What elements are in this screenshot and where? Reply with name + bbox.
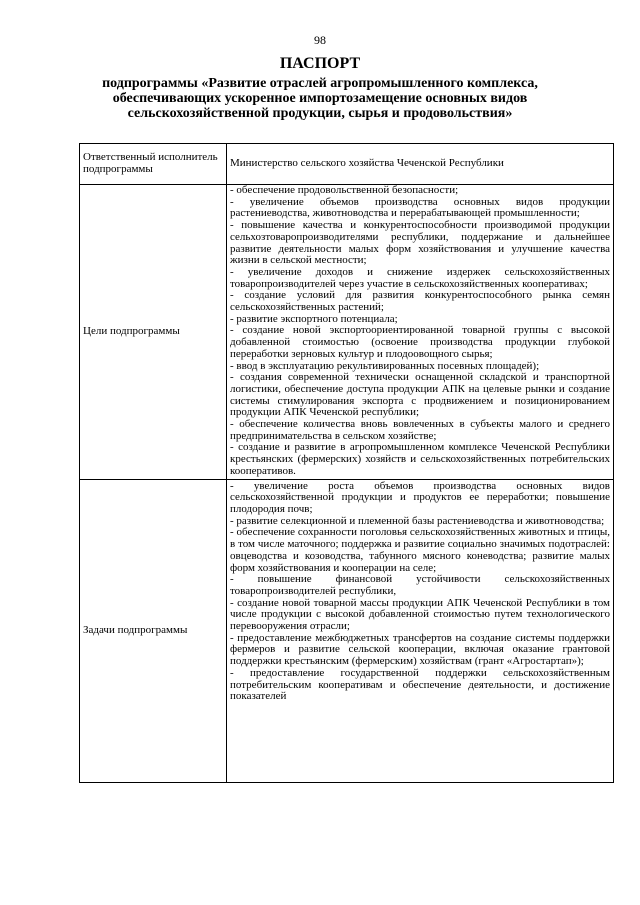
task-item: - обеспечение сохранности поголовья сельскохозяйственных животных и птицы, в том числе маточного; поддержка и развитие социально значимых подотраслей: овцеводства и козоводства, табунного мясного коневодства; развитие малых форм хозяйствования и кооперации на селе; <box>230 526 610 574</box>
document-title: ПАСПОРТ <box>279 55 361 72</box>
tasks-label: Задачи подпрограммы <box>80 479 227 782</box>
goals-label: Цели подпрограммы <box>80 185 227 480</box>
goal-item: - ввод в эксплуатацию рекультивированных посевных площадей); <box>230 359 540 372</box>
task-item: - создание новой товарной массы продукции АПК Чеченской Республики в том числе продукции с высокой добавленной стоимостью путем технологического перевооружения отрасли; <box>230 596 610 633</box>
document-subtitle: подпрограммы «Развитие отраслей агропромышленного комплекса, обеспечивающих ускоренное импортозамещение основных видов сельскохозяйственной продукции, сырья и продовольствия» <box>102 76 538 121</box>
goal-item: - обеспечение количества вновь вовлеченных в субъекты малого и среднего предпринимательства в сельском хозяйстве; <box>230 418 610 442</box>
page-number: 98 <box>314 33 326 47</box>
task-item: - предоставление межбюджетных трансфертов на создание системы поддержки фермеров и развитие сельской кооперации, включая оказание грантовой поддержки крестьянским (фермерским) хозяйствам (грант «Агростартап»); <box>230 631 610 668</box>
table-row-executor <box>80 144 614 185</box>
goals-list <box>227 185 614 480</box>
task-item: - повышение финансовой устойчивости сельскохозяйственных товаропроизводителей республики, <box>230 573 610 597</box>
task-item: - увеличение роста объемов производства основных видов сельскохозяйственной продукции и продуктов ее переработки; повышение плодородия почв; <box>230 479 610 515</box>
goal-item: - развитие экспортного потенциала; <box>230 312 398 325</box>
task-item: - предоставление государственной поддержки сельскохозяйственным потребительским кооперативам и обеспечение деятельности, и достижение показателей <box>230 666 610 703</box>
task-item: - развитие селекционной и племенной базы растениеводства и животноводства; <box>230 514 605 527</box>
passport-table <box>79 143 614 783</box>
goal-item: - создание новой экспортоориентированной товарной группы с высокой добавленной стоимостью (освоение производства продукции глубокой переработки зерновых культур и плодоовощного сырья; <box>230 324 610 360</box>
goal-item: - создание условий для развития конкурентоспособного рынка семян сельскохозяйственных растений; <box>230 289 610 314</box>
executor-label: Ответственный исполнитель подпрограммы <box>80 144 227 185</box>
executor-value: Министерство сельского хозяйства Чеченской Республики <box>227 144 614 185</box>
table-row-goals <box>80 185 614 480</box>
table-row-tasks <box>80 479 614 782</box>
goal-item: - создание и развитие в агропромышленном комплексе Чеченской Республики крестьянских (фермерских) хозяйств и сельскохозяйственных потребительских кооперативов. <box>230 441 610 477</box>
goal-item: - повышение качества и конкурентоспособности производимой продукции сельхозтоваропроизводителями республики, поддержание и дальнейшее развитие деятельности малых форм хозяйствования и улучшение качества жизни в сельской местности; <box>230 219 610 267</box>
goal-item: - создания современной технически оснащенной складской и транспортной логистики, обеспечение доступа продукции АПК на целевые рынки и создание системы стимулирования экспорта с продвижением и позиционированием продукции АПК Чеченской республики; <box>230 371 610 419</box>
goal-item: - увеличение объемов производства основных видов продукции растениеводства, животноводства и перерабатывающей промышленности; <box>230 195 610 220</box>
tasks-list <box>227 479 614 782</box>
goal-item: - обеспечение продовольственной безопасности; <box>230 184 459 196</box>
goal-item: - увеличение доходов и снижение издержек сельскохозяйственных товаропроизводителей через участие в сельскохозяйственных кооперативах; <box>230 265 610 290</box>
